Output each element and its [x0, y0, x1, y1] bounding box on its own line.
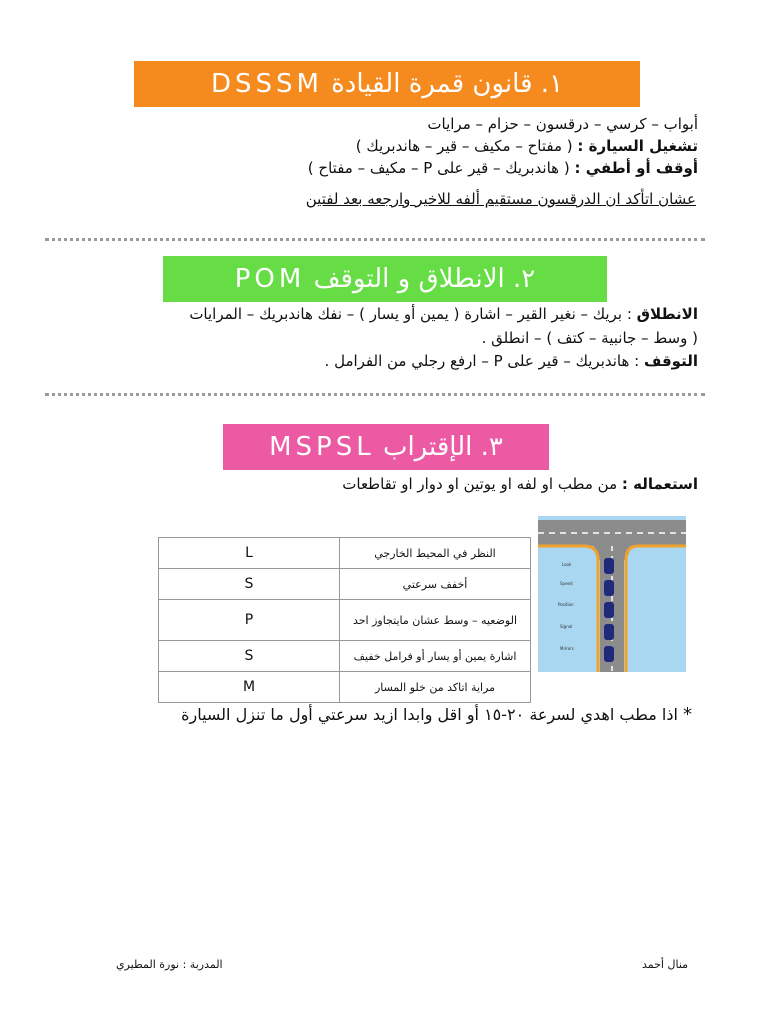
diagram-label: Mirrors [560, 646, 574, 651]
road-junction-diagram [538, 516, 686, 672]
table-cell-desc: مراية اتاكد من خلو المسار [340, 672, 531, 703]
footer-trainer: المدربة : نورة المطيري [116, 958, 223, 971]
table-cell-desc: النظر في المحيط الخارجي [340, 538, 531, 569]
section3-usage-label: استعماله : [621, 475, 698, 493]
divider-1 [45, 238, 705, 241]
section1-line1: أبواب – كرسي – درقسون – حزام – مرايات [427, 115, 698, 133]
divider-2 [45, 393, 705, 396]
car-icon [604, 646, 614, 662]
section2-line2: ( وسط – جانبية – كتف ) – انطلق . [481, 329, 698, 347]
diagram-label: Position [558, 602, 574, 607]
section3-title: ٣. الإقتراب MSPSL [269, 432, 503, 462]
section1-line3 [308, 159, 698, 177]
section1-line3-text: ( هاندبريك – قير على P – مكيف – مفتاح ) [307, 159, 575, 177]
section2-banner [163, 256, 607, 302]
table-cell-letter: S [159, 641, 340, 672]
section3-usage [342, 475, 698, 493]
table-row [159, 641, 531, 672]
diagram-label: Signal [560, 624, 573, 629]
footer-author: منال أحمد [642, 958, 689, 971]
table-cell-desc: أخفف سرعتي [340, 569, 531, 600]
section3-usage-text: من مطب او لفه او يوتين او دوار او تقاطعات [342, 475, 622, 493]
section1-line2 [356, 137, 698, 155]
section3-note-star: * [683, 704, 692, 725]
table-cell-desc: اشارة يمين أو يسار أو فرامل خفيف [340, 641, 531, 672]
table-cell-letter: M [159, 672, 340, 703]
car-icon [604, 580, 614, 596]
mspsl-table [158, 537, 531, 703]
section1-banner [134, 61, 640, 107]
car-icon [604, 602, 614, 618]
table-row [159, 569, 531, 600]
section1-note: عشان اتأكد ان الدرقسون مستقيم ألفه للاخير وارجعه بعد لفتين [305, 190, 696, 208]
section2-line1 [189, 305, 698, 323]
section3-note [181, 704, 692, 725]
section2-line3-label: التوقف [644, 352, 698, 370]
diagram-label: Look [562, 562, 572, 567]
table-row [159, 538, 531, 569]
section1-title: ١. قانون قمرة القيادة DSSSM [210, 69, 564, 99]
table-row [159, 600, 531, 641]
car-icon [604, 624, 614, 640]
section3-note-text: اذا مطب اهدي لسرعة ٢٠-١٥ أو اقل وابدا ازيد سرعتي أول ما تنزل السيارة [181, 705, 678, 724]
table-cell-letter: S [159, 569, 340, 600]
section2-line3-text: : هاندبريك – قير على P – ارفع رجلي من الفرامل . [324, 352, 644, 370]
section1-line2-label: تشغيل السيارة : [577, 137, 698, 155]
section2-line1-text: : بريك – نغير القير – اشارة ( يمين أو يسار ) – نفك هاندبريك – المرايات [189, 305, 637, 323]
table-cell-letter: P [159, 600, 340, 641]
car-icon [604, 558, 614, 574]
section2-line3 [325, 352, 698, 370]
section2-title: ٢. الانطلاق و التوقف POM [234, 264, 536, 294]
table-cell-letter: L [159, 538, 340, 569]
section2-line1-label: الانطلاق [636, 305, 698, 323]
section3-banner [223, 424, 549, 470]
diagram-label: Speed [560, 581, 573, 586]
section1-line3-label: أوقف أو أطفي : [574, 159, 698, 177]
section1-line2-text: ( مفتاح – مكيف – قير – هاندبريك ) [355, 137, 578, 155]
table-cell-desc: الوضعيه – وسط عشان مايتجاوز احد [340, 600, 531, 641]
table-row [159, 672, 531, 703]
